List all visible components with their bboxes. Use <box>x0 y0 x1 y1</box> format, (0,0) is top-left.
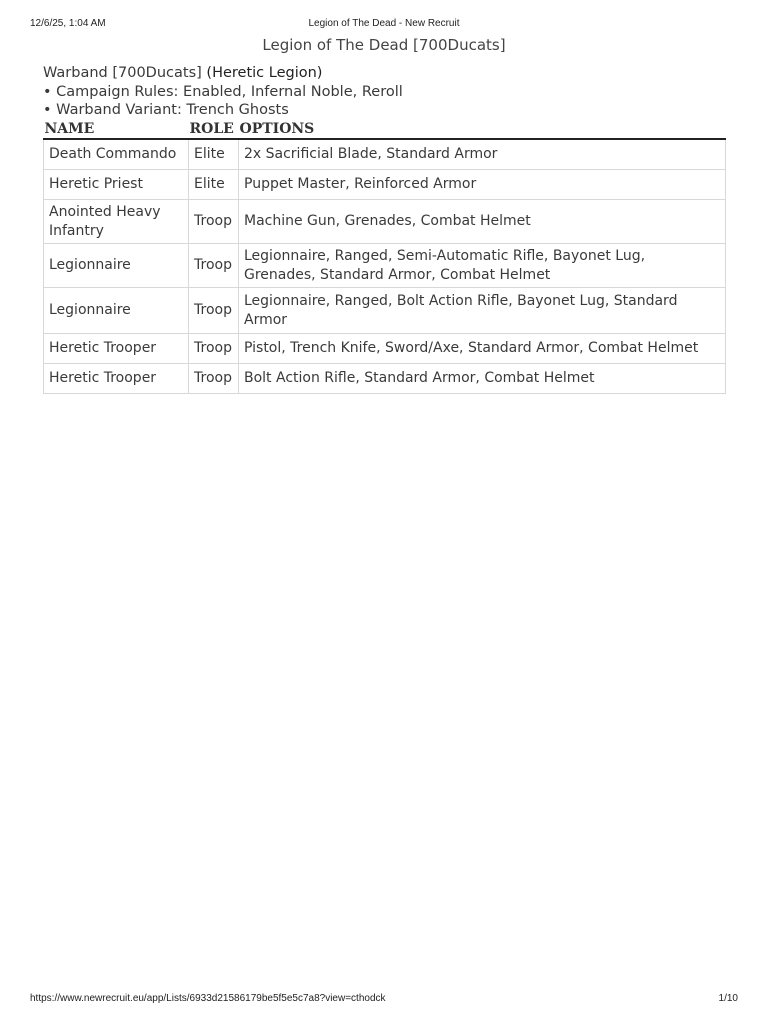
column-header-options: OPTIONS <box>239 118 726 139</box>
unit-name: Heretic Trooper <box>44 364 189 394</box>
unit-name: Anointed Heavy Infantry <box>44 200 189 244</box>
unit-options: Machine Gun, Grenades, Combat Helmet <box>239 200 726 244</box>
page-title: Legion of The Dead [700Ducats] <box>262 36 506 54</box>
column-header-name: NAME <box>44 118 189 139</box>
unit-name: Death Commando <box>44 139 189 170</box>
unit-name: Heretic Priest <box>44 170 189 200</box>
page-number: 1/10 <box>718 993 738 1004</box>
table-row <box>44 170 726 200</box>
unit-name: Legionnaire <box>44 244 189 288</box>
print-footer <box>30 993 738 1007</box>
roster-table <box>43 118 726 394</box>
unit-name: Legionnaire <box>44 288 189 334</box>
unit-options: Pistol, Trench Knife, Sword/Axe, Standard Armor, Combat Helmet <box>239 334 726 364</box>
warband-faction: (Heretic Legion) <box>206 65 323 81</box>
warband-info <box>43 64 403 120</box>
unit-role: Elite <box>189 170 239 200</box>
unit-options: Bolt Action Rifle, Standard Armor, Combat Helmet <box>239 364 726 394</box>
unit-options: Puppet Master, Reinforced Armor <box>239 170 726 200</box>
unit-role: Troop <box>189 244 239 288</box>
table-row <box>44 288 726 334</box>
table-row <box>44 334 726 364</box>
unit-name: Heretic Trooper <box>44 334 189 364</box>
unit-role: Troop <box>189 334 239 364</box>
unit-role: Troop <box>189 200 239 244</box>
warband-name: Warband [700Ducats] <box>43 65 202 81</box>
warband-line <box>43 64 403 83</box>
table-row <box>44 139 726 170</box>
unit-role: Troop <box>189 364 239 394</box>
warband-variant: • Warband Variant: Trench Ghosts <box>43 102 289 118</box>
print-header <box>30 18 738 32</box>
unit-options: Legionnaire, Ranged, Bolt Action Rifle, Bayonet Lug, Standard Armor <box>239 288 726 334</box>
column-header-role: ROLE <box>189 118 239 139</box>
table-header-row <box>44 118 726 139</box>
unit-options: 2x Sacrificial Blade, Standard Armor <box>239 139 726 170</box>
print-datetime: 12/6/25, 1:04 AM <box>30 18 106 29</box>
table-row <box>44 364 726 394</box>
print-page-title: Legion of The Dead - New Recruit <box>308 18 460 29</box>
unit-role: Troop <box>189 288 239 334</box>
page-url: https://www.newrecruit.eu/app/Lists/6933d21586179be5f5e5c7a8?view=cthodck <box>30 993 386 1004</box>
unit-options: Legionnaire, Ranged, Semi-Automatic Rifle, Bayonet Lug, Grenades, Standard Armor, Combat Helmet <box>239 244 726 288</box>
table-row <box>44 200 726 244</box>
unit-role: Elite <box>189 139 239 170</box>
table-row <box>44 244 726 288</box>
campaign-rules: • Campaign Rules: Enabled, Infernal Noble, Reroll <box>43 83 403 100</box>
